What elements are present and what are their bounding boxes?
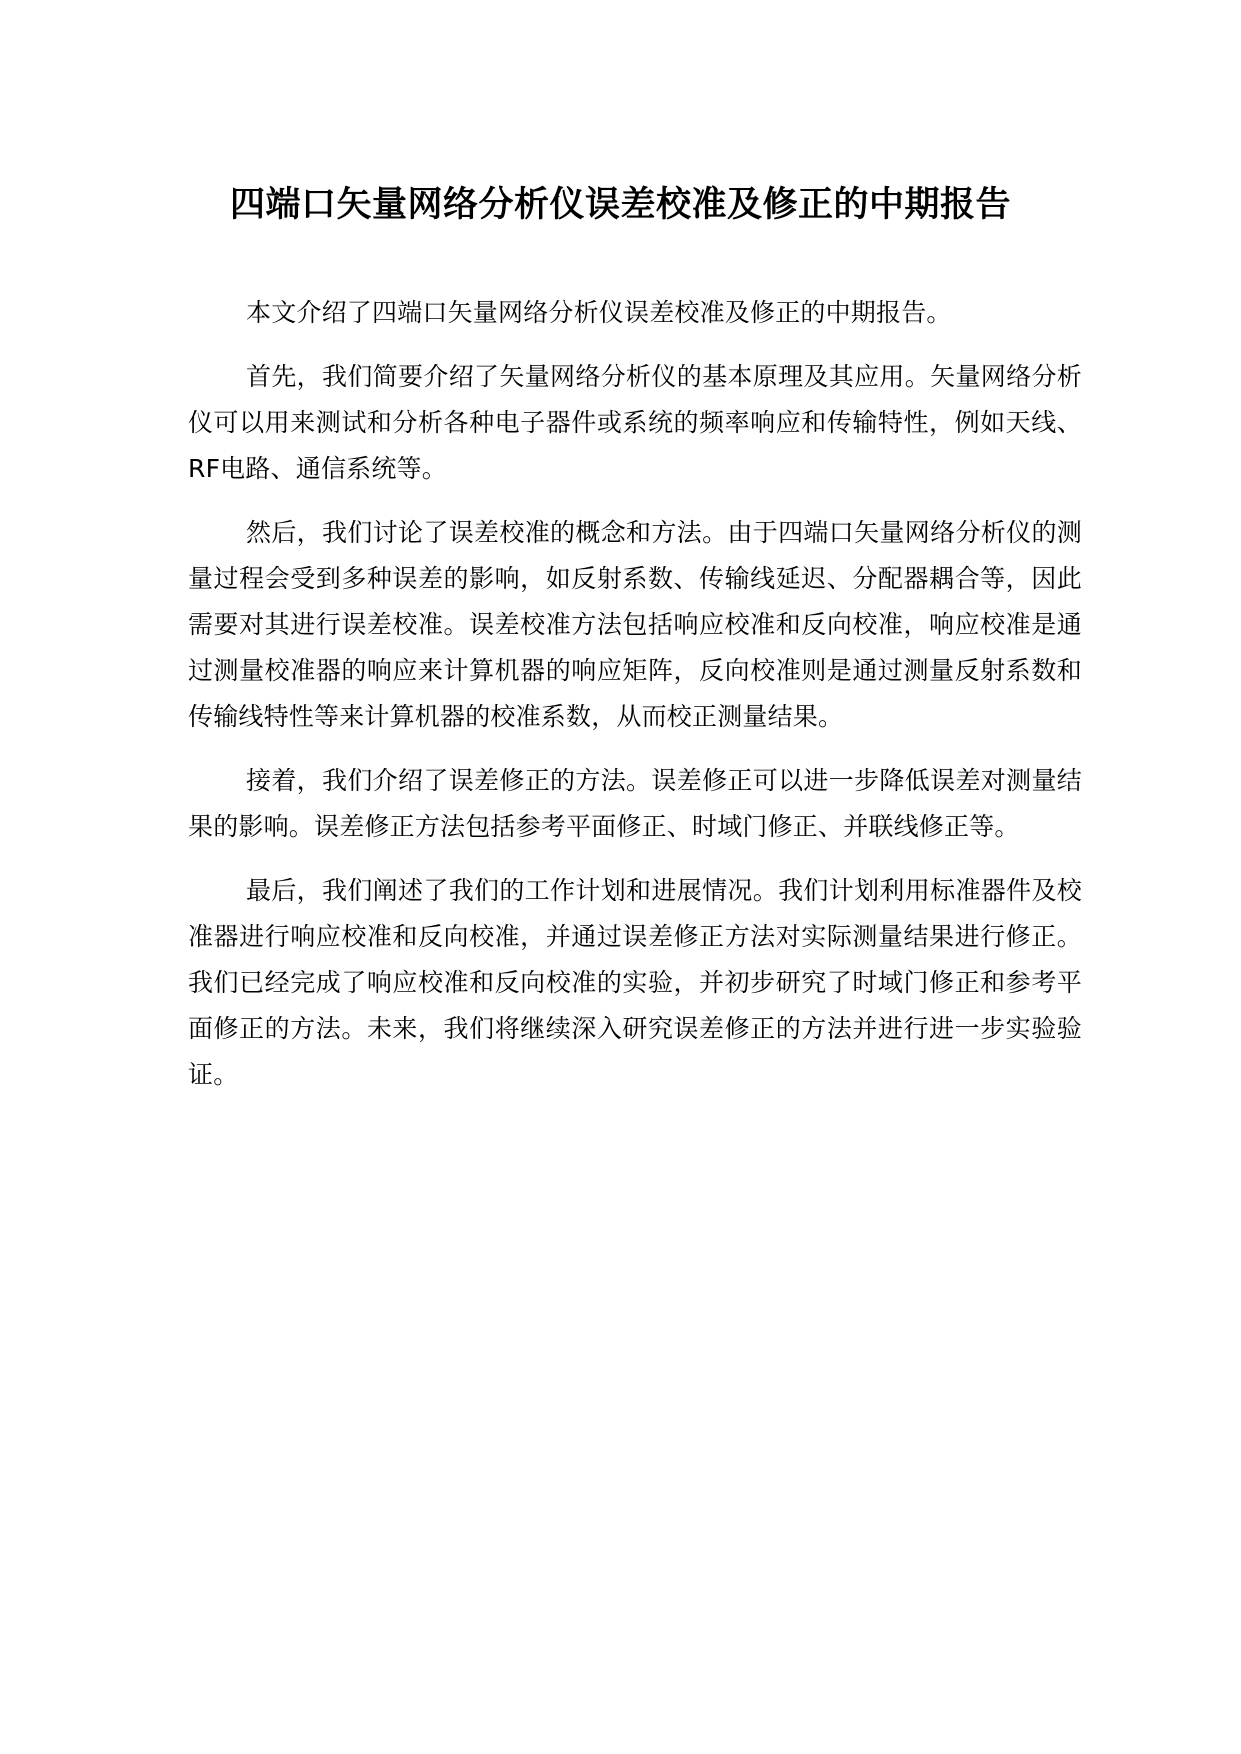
- paragraph-principles: 首先，我们简要介绍了矢量网络分析仪的基本原理及其应用。矢量网络分析仪可以用来测试和分析各种电子器件或系统的频率响应和传输特性，例如天线、RF电路、通信系统等。: [188, 362, 1082, 483]
- paragraph-calibration: 然后，我们讨论了误差校准的概念和方法。由于四端口矢量网络分析仪的测量过程会受到多种误差的影响，如反射系数、传输线延迟、分配器耦合等，因此需要对其进行误差校准。误差校准方法包括响应校准和反向校准，响应校准是通过测量校准器的响应来计算机器的响应矩阵，反向校准则是通过测量反射系数和传输线特性等来计算机器的校准系数，从而校正测量结果。: [188, 518, 1082, 731]
- paragraph-plan: 最后，我们阐述了我们的工作计划和进展情况。我们计划利用标准器件及校准器进行响应校准和反向校准，并通过误差修正方法对实际测量结果进行修正。我们已经完成了响应校准和反向校准的实验，并初步研究了时域门修正和参考平面修正的方法。未来，我们将继续深入研究误差修正的方法并进行进一步实验验证。: [188, 876, 1082, 1089]
- document-title: 四端口矢量网络分析仪误差校准及修正的中期报告: [229, 185, 1011, 225]
- paragraph-intro: 本文介绍了四端口矢量网络分析仪误差校准及修正的中期报告。: [246, 298, 952, 327]
- document-body: [188, 290, 1082, 1116]
- paragraph-correction: 接着，我们介绍了误差修正的方法。误差修正可以进一步降低误差对测量结果的影响。误差修正方法包括参考平面修正、时域门修正、并联线修正等。: [188, 766, 1082, 841]
